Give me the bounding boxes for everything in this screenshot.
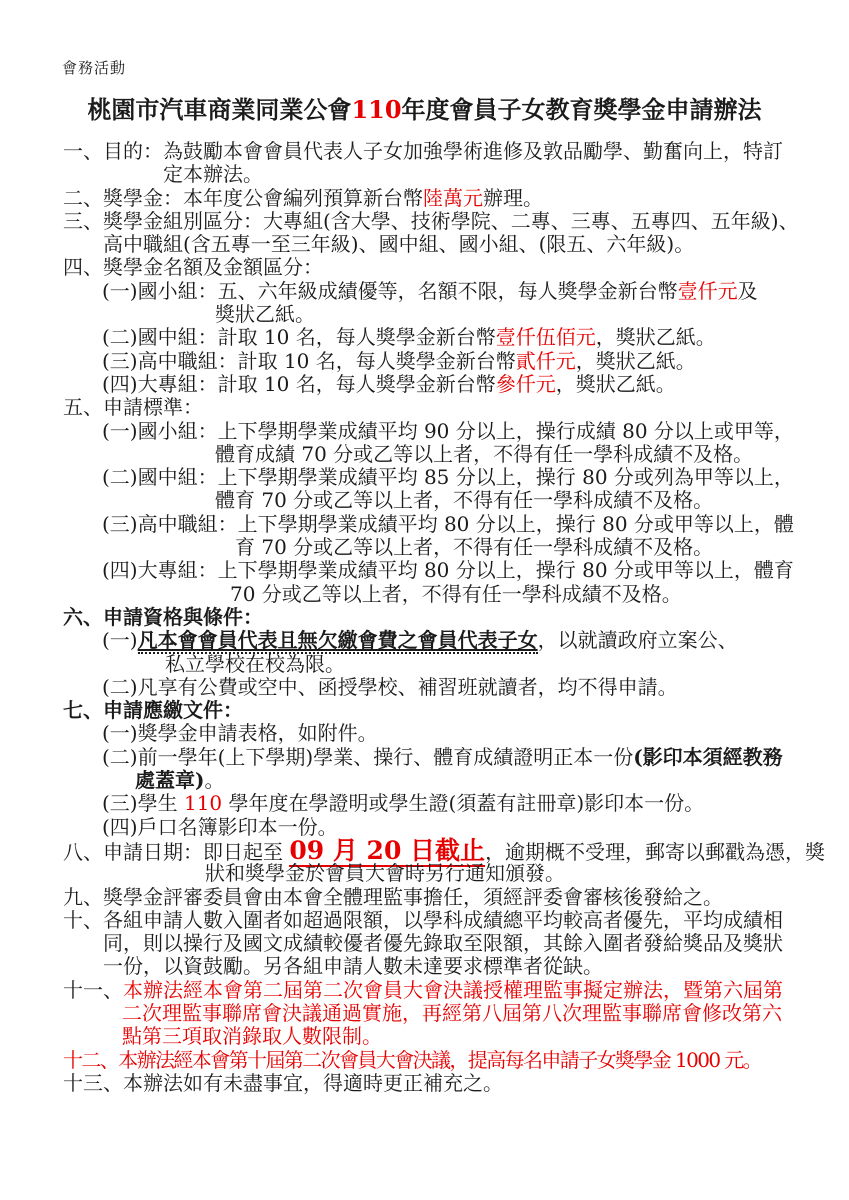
title-part: 年度會員子女教育獎學金申請辦法 (401, 95, 762, 124)
text-run: 辦理。 (483, 185, 543, 210)
document-line (0, 373, 849, 396)
text-run: 一份，以資鼓勵。另各組申請人數未達要求標準者從缺。 (103, 954, 603, 979)
text-run: 六、申請資格與條件： (63, 604, 263, 629)
text-run: 壹仟元 (677, 278, 738, 303)
text-run: 十一、 (63, 977, 123, 1002)
text-run: 五、申請標準： (63, 395, 203, 420)
document-line (0, 653, 849, 676)
document-body (0, 140, 849, 1095)
text-run: 育 70 分或乙等以上者，不得有任一學科成績不及格。 (235, 535, 714, 560)
text-run: (一)國小組：五、六年級成績優等，名額不限，每人獎學金新台幣 (102, 278, 678, 303)
text-run: 體育成績 70 分或乙等以上者，不得有任一學科成績不及格。 (215, 441, 754, 466)
document-line (0, 559, 849, 582)
document-line (0, 886, 849, 909)
document-line (0, 909, 849, 932)
text-run: 處蓋章) (135, 768, 205, 793)
document-line (0, 722, 849, 745)
text-run: (一) (102, 628, 138, 653)
text-run: ，獎狀乙紙。 (555, 371, 676, 396)
text-run: (三)高中職組：計取 10 名，每人獎學金新台幣 (102, 348, 516, 373)
text-run: 參仟元 (495, 371, 556, 396)
document-line (0, 303, 849, 326)
document-line (0, 1072, 849, 1095)
text-run: 十三、本辦法如有未盡事宜，得適時更正補充之。 (63, 1070, 503, 1095)
document-line (0, 396, 849, 419)
document-line (0, 443, 849, 466)
text-run: (三)學生 (102, 791, 184, 816)
text-run: 二、獎學金：本年度公會編列預算新台幣 (63, 185, 423, 210)
text-run: 十二、本辦法經本會第十屆第二次會員大會決議，提高每名申請子女獎學金 1000 元。 (63, 1047, 762, 1072)
text-run: 學年度在學證明或學生證(須蓋有註冊章)影印本一份。 (222, 791, 705, 816)
document-line (0, 536, 849, 559)
text-run: 陸萬元 (423, 185, 483, 210)
document-line (0, 420, 849, 443)
text-run: 九、獎學金評審委員會由本會全體理監事擔任，須經評委會審核後發給之。 (63, 884, 723, 909)
document-line (0, 233, 849, 256)
document-line (0, 769, 849, 792)
text-run: (四)大專組：上下學期學業成績平均 80 分以上，操行 80 分或甲等以上，體育 (102, 558, 794, 583)
title-part: 桃園市汽車商業同業公會 (87, 95, 352, 124)
document-line (0, 955, 849, 978)
document-line (0, 1025, 849, 1048)
text-run: (一)獎學金申請表格，如附件。 (102, 721, 378, 746)
document-line (0, 1002, 849, 1025)
text-run: 壹仟伍佰元 (495, 325, 596, 350)
document-line (0, 489, 849, 512)
document-line (0, 979, 849, 1002)
document-line (0, 187, 849, 210)
text-run: ，逾期概不受理，郵寄以郵戳為憑，獎 (485, 839, 826, 864)
document-line (0, 699, 849, 722)
document-line (0, 1049, 849, 1072)
document-line (0, 606, 849, 629)
text-run: 八、申請日期：即日起至 (63, 839, 290, 864)
title-part: 110 (351, 95, 402, 124)
document-line (0, 792, 849, 815)
text-run: (四)戶口名簿影印本一份。 (102, 814, 338, 839)
text-run: (二)國中組：計取 10 名，每人獎學金新台幣 (102, 325, 496, 350)
document-line (0, 629, 849, 652)
text-run: 110 (183, 791, 223, 816)
text-run: 點第三項取消錄取人數限制。 (122, 1024, 382, 1049)
text-run: 70 分或乙等以上者，不得有任一學科成績不及格。 (230, 581, 682, 606)
document-line (0, 513, 849, 536)
text-run: 獎狀乙紙。 (215, 302, 315, 327)
document-line (0, 326, 849, 349)
document-line (0, 163, 849, 186)
text-run: 09 月 20 日截止 (289, 835, 486, 865)
document-line (0, 140, 849, 163)
text-run: (二)國中組：上下學期學業成績平均 85 分以上，操行 80 分或列為甲等以上， (102, 465, 794, 490)
text-run: ，獎狀乙紙。 (575, 348, 696, 373)
text-run: (一)國小組：上下學期學業成績平均 90 分以上，操行成績 80 分以上或甲等， (102, 418, 794, 443)
document-line (0, 932, 849, 955)
text-run: 。 (204, 768, 225, 793)
text-run: (二)凡享有公費或空中、函授學校、補習班就讀者，均不得申請。 (102, 674, 678, 699)
text-run: (二)前一學年(上下學期)學業、操行、體育成績證明正本一份 (102, 744, 634, 769)
document-line (0, 862, 849, 885)
text-run: 凡本會會員代表且無欠繳會費之會員代表子女 (137, 628, 538, 653)
text-run: 同，則以操行及國文成績較優者優先錄取至限額，其餘入圍者發給獎品及獎狀 (103, 931, 783, 956)
text-run: (三)高中職組：上下學期學業成績平均 80 分以上，操行 80 分或甲等以上，體 (102, 511, 794, 536)
text-run: 體育 70 分或乙等以上者，不得有任一學科成績不及格。 (215, 488, 714, 513)
document-line (0, 350, 849, 373)
text-run: 十、各組申請人數入圍者如超過限額，以學科成績總平均較高者優先，平均成績相 (63, 907, 783, 932)
document-line (0, 583, 849, 606)
text-run: (四)大專組：計取 10 名，每人獎學金新台幣 (102, 371, 496, 396)
document-line (0, 835, 849, 865)
text-run: 三、獎學金組別區分：大專組(含大學、技術學院、二專、三專、五專四、五年級)、 (63, 208, 799, 233)
text-run: ，獎狀乙紙。 (595, 325, 716, 350)
text-run: 定本辦法。 (163, 162, 263, 187)
category-label: 會務活動 (62, 59, 127, 77)
document-line (0, 210, 849, 233)
document-line (0, 280, 849, 303)
document-line (0, 256, 849, 279)
document-line (0, 746, 849, 769)
text-run: 七、申請應繳文件： (63, 698, 243, 723)
text-run: 一、目的：為鼓勵本會會員代表人子女加強學術進修及敦品勵學、勤奮向上，特訂 (63, 139, 783, 163)
text-run: 及 (737, 278, 758, 303)
text-run: 狀和獎學金於會員大會時另行通知頒發。 (205, 861, 565, 886)
text-run: 高中職組(含五專一至三年級)、國中組、國小組、(限五、六年級)。 (103, 232, 695, 257)
text-run: 四、獎學金名額及金額區分： (63, 255, 323, 280)
document-line (0, 676, 849, 699)
text-run: ，以就讀政府立案公、 (537, 628, 738, 653)
page-title (0, 90, 849, 125)
text-run: 私立學校在校為限。 (165, 651, 345, 676)
text-run: 二次理監事聯席會決議通過實施，再經第八屆第八次理監事聯席會修改第六 (122, 1000, 782, 1025)
text-run: 本辦法經本會第二屆第二次會員大會決議授權理監事擬定辦法，暨第六屆第 (123, 977, 783, 1002)
text-run: 貳仟元 (515, 348, 576, 373)
document-line (0, 466, 849, 489)
text-run: (影印本須經教務 (633, 744, 783, 769)
